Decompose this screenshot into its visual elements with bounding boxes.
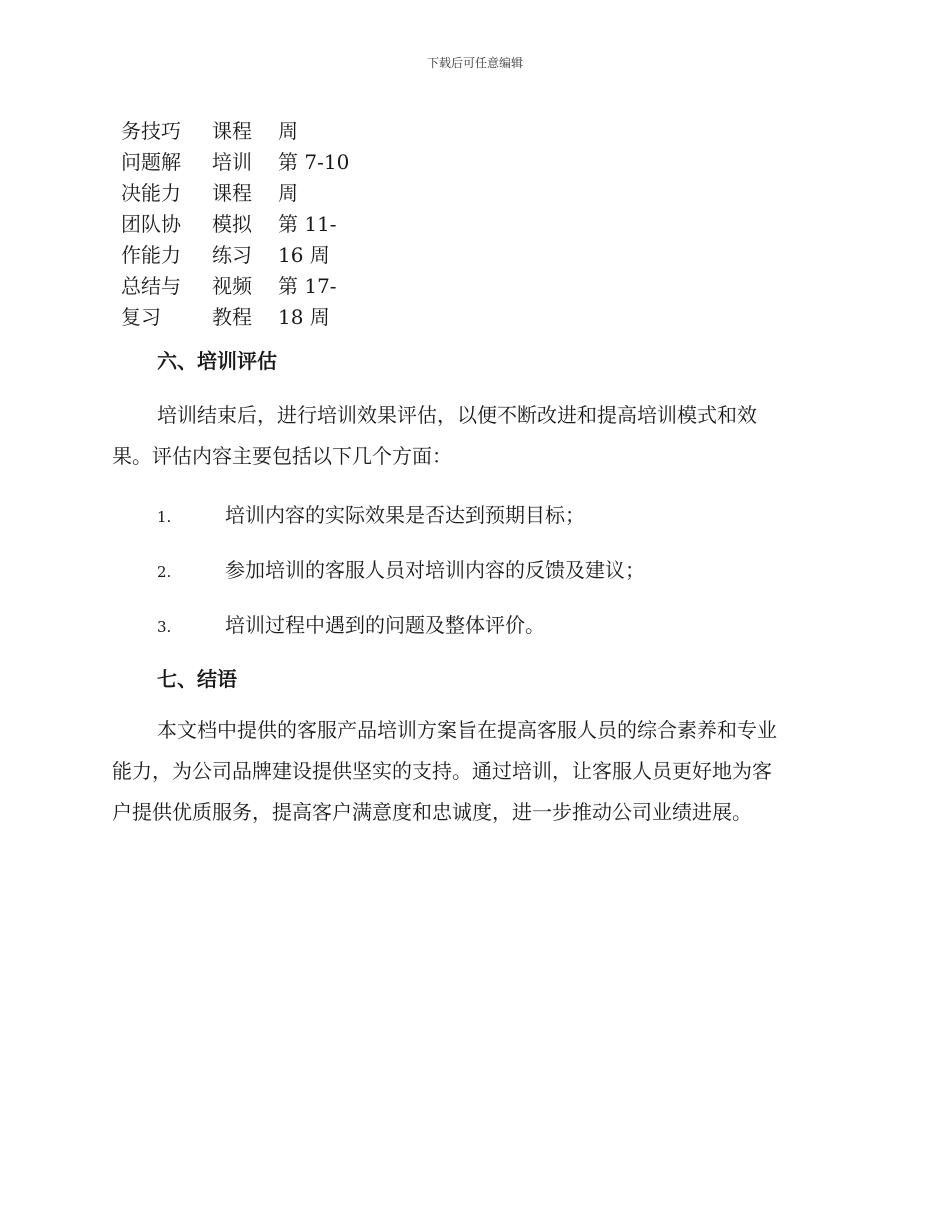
table-cell-line: 周 [278, 181, 298, 205]
table-row [121, 116, 358, 147]
list-item-text: 培训内容的实际效果是否达到预期目标； [225, 503, 585, 527]
conclusion-paragraph [112, 710, 832, 833]
list-item [157, 554, 645, 583]
table-cell-line: 问题解 [121, 150, 181, 174]
schedule-method-cell [212, 209, 278, 271]
schedule-topic-cell [121, 209, 212, 271]
table-cell-line: 团队协 [121, 212, 181, 236]
table-cell-line: 第 17- [278, 274, 337, 298]
schedule-method-cell [212, 147, 278, 209]
schedule-time-cell [278, 147, 358, 209]
schedule-topic-cell [121, 116, 212, 147]
table-cell-line: 练习 [212, 243, 252, 267]
training-schedule-table [121, 116, 358, 333]
training-schedule-body [121, 116, 358, 333]
table-cell-line: 模拟 [212, 212, 252, 236]
schedule-time-cell [278, 116, 358, 147]
evaluation-paragraph-line-1: 培训结束后，进行培训效果评估，以便不断改进和提高培训模式和效 [157, 403, 757, 427]
schedule-time-cell [278, 271, 358, 333]
table-cell-line: 培训 [212, 150, 252, 174]
table-cell-line: 教程 [212, 305, 252, 329]
schedule-method-cell [212, 271, 278, 333]
list-item-number: 3. [157, 618, 172, 636]
list-item-number: 1. [157, 508, 172, 526]
table-cell-line: 课程 [212, 119, 252, 143]
evaluation-paragraph-line-2: 果。评估内容主要包括以下几个方面： [112, 444, 452, 468]
table-cell-line: 课程 [212, 181, 252, 205]
table-cell-line: 16 周 [278, 243, 330, 267]
table-row [121, 147, 358, 209]
list-item-text: 参加培训的客服人员对培训内容的反馈及建议； [225, 558, 645, 582]
table-cell-line: 务技巧 [121, 119, 181, 143]
schedule-topic-cell [121, 147, 212, 209]
table-cell-line: 决能力 [121, 181, 181, 205]
table-cell-line: 作能力 [121, 243, 181, 267]
section-heading-conclusion: 七、结语 [157, 667, 237, 691]
table-cell-line: 视频 [212, 274, 252, 298]
table-cell-line: 18 周 [278, 305, 330, 329]
schedule-method-cell [212, 116, 278, 147]
conclusion-paragraph-line-2: 能力，为公司品牌建设提供坚实的支持。通过培训，让客服人员更好地为客 [112, 759, 772, 783]
list-item [157, 499, 585, 528]
conclusion-paragraph-line-3: 户提供优质服务，提高客户满意度和忠诚度，进一步推动公司业绩进展。 [112, 800, 752, 824]
schedule-time-cell [278, 209, 358, 271]
list-item-text: 培训过程中遇到的问题及整体评价。 [225, 613, 545, 637]
evaluation-paragraph [112, 395, 832, 477]
schedule-topic-cell [121, 271, 212, 333]
list-item [157, 609, 545, 638]
table-cell-line: 周 [278, 119, 298, 143]
table-row [121, 209, 358, 271]
list-item-number: 2. [157, 563, 172, 581]
table-row [121, 271, 358, 333]
table-cell-line: 总结与 [121, 274, 181, 298]
conclusion-paragraph-line-1: 本文档中提供的客服产品培训方案旨在提高客服人员的综合素养和专业 [157, 718, 777, 742]
section-heading-evaluation: 六、培训评估 [157, 349, 277, 373]
table-cell-line: 第 7-10 [278, 150, 350, 174]
table-cell-line: 复习 [121, 305, 161, 329]
table-cell-line: 第 11- [278, 212, 337, 236]
page-header: 下载后可任意编辑 [426, 56, 523, 70]
